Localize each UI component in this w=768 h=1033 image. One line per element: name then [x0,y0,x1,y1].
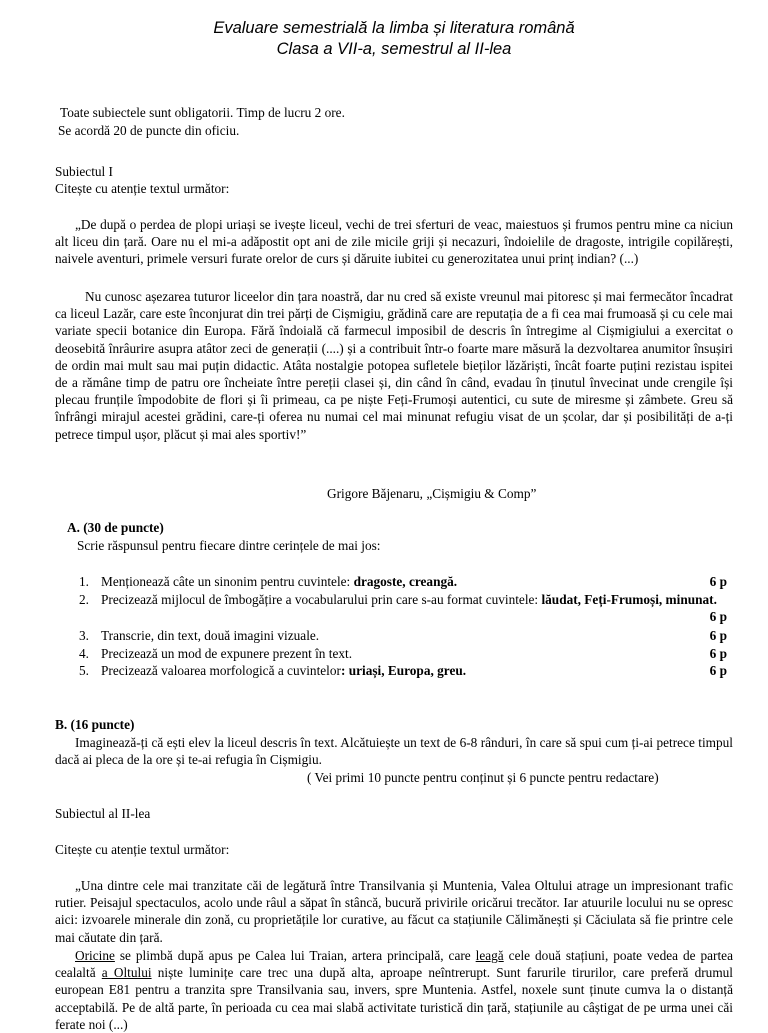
part-b-text: Imaginează-ți că ești elev la liceul descris în text. Alcătuiește un text de 6-8 rânduri, în care să spui cum ți-ai petrece timpul dacă ai pleca de la ore și te-ai refugia în Cișmigiu. [55,735,733,768]
paragraph-text: niște luminițe care trec una după alta, aproape neîntrerupt. Sunt farurile tirurilor, care preferă drumul european E81 pentru a tranzita spre Transilvania sau, invers, spre Muntenia. Astfel, noxele sunt ținute cumva la o distanță acceptabilă. Pe de altă parte, în perioada cu cea mai slabă activitate turistică din țară, stațiunile au câștigat de pe urma unei căi ferate noi (...) [55,965,734,1032]
item-text: Transcrie, din text, două imagini vizuale. [101,628,320,643]
list-item [79,591,733,627]
subject2-instruction: Citește cu atenție textul următor: [55,842,230,857]
paragraph-text: se plimbă după apus pe Calea lui Traian, artera principală, care [114,948,476,963]
part-b-heading: B. (16 puncte) [55,717,135,732]
title-line-1: Evaluare semestrială la limba și literatura română [213,19,575,37]
underlined-word: Oricine [75,948,115,963]
text1-paragraph-2: Nu cunosc așezarea tuturor liceelor din țara noastră, dar nu cred să existe vreunul mai pitoresc și mai fermecător încadrat ca liceul Lazăr, care este înconjurat din trei părți de Cișmigiu, grădină care are reputația de a fi cea mai frumoasă și cu cele mai variate specii botanice din Europa. Fără îndoială că farmecul imposibil de descris în întregime al Cișmigiului a exercitat o deosebită înrâurire asupra atâtor zeci de generații (....) și a contribuit într-o foarte mare măsură la dezvoltarea anumitor însușiri de ordin mai mult sau mai puțin didactic. Atâta nostalgie potopea sufletele bieților lăzăriști, încât foarte puțini rezistau ispitei de a rămâne timp de patru ore încheiate între pereții clasei și, din când în când, evadau în ținutul învecinat unde crengile își plecau frunțile împodobite de flori și îi primeau, ca pe niște Feți-Frumoși autentici, cu sute de miresme și zâmbete. Greu să înfrângi mirajul acestei grădini, care-ți oferea nu numai cel mai minunat refugiu visat de un școlar, dar și posibilități de a-ți petrece timpul ușor, plăcut și mai ales sportiv!” [55,289,733,442]
list-item [79,645,733,663]
text1-paragraph-1: „De după o perdea de plopi uriași se ivește liceul, vechi de trei sferturi de veac, maiestuos și frumos pentru mine ca niciun alt liceu din țară. Oare nu el mi-a adăpostit opt ani de zile micile griji și necazuri, îndoielile de dragoste, intrigile copilărești, naivele aventuri, primele versuri furate orelor de curs și dăruite iubitei cu generozitatea unui prinț indian? (...) [55,217,733,267]
item-points: 6 p [709,609,727,624]
item-points: 6 p [709,574,727,589]
list-item [79,627,733,645]
underlined-word: a Oltului [101,965,152,981]
item-points: 6 p [709,646,727,661]
intro-line-1: Toate subiectele sunt obligatorii. Timp de lucru 2 ore. [60,105,345,120]
text2-paragraph-1: „Una dintre cele mai tranzitate căi de legătură între Transilvania și Muntenia, Valea Oltului atrage un impresionant trafic rutier. Peisajul spectaculos, acolo unde râul a săpat în stâncă, bucură privirile oricărui trecător. Iar atuurile locului nu se opresc aici: izvoarele minerale din zonă, cu proprietățile lor curative, au făcut ca stațiunile Călimănești și Căciulata să fie printre cele mai căutate din țară. [55,878,733,945]
item-number: 5. [79,663,89,678]
underlined-word: leagă [475,948,504,963]
subject1-instruction: Citește cu atenție textul următor: [55,181,230,196]
item-bold-text: dragoste, creangă. [353,574,458,589]
title-line-2: Clasa a VII-a, semestrul al II-lea [276,40,512,58]
item-number: 1. [79,574,89,589]
item-bold-text: lăudat, Feți-Frumoși, minunat. [541,592,717,607]
subject2-heading: Subiectul al II-lea [55,806,151,821]
subject1-heading: Subiectul I [55,164,113,179]
item-number: 4. [79,646,89,661]
item-text: Precizează mijlocul de îmbogățire a vocabularului prin care s-au format cuvintele: [101,592,542,607]
part-a-heading: A. (30 de puncte) [67,520,164,535]
item-points: 6 p [709,628,727,643]
item-bold-text: : uriași, Europa, greu. [340,663,467,678]
text2-paragraph-2 [55,947,733,1033]
paragraph-text: cele două stațiuni, poate vedea de partea cealaltă [55,948,733,981]
list-item [79,573,733,591]
list-item [79,662,733,680]
item-text: Precizează valoarea morfologică a cuvintelor [101,663,341,678]
attribution: Grigore Băjenaru, „Cișmigiu & Comp” [327,486,537,501]
item-number: 3. [79,628,89,643]
item-points: 6 p [709,663,727,678]
item-text: Menționează câte un sinonim pentru cuvintele: [101,574,354,589]
part-b-note: ( Vei primi 10 puncte pentru conținut și 6 puncte pentru redactare) [307,770,659,785]
item-number: 2. [79,592,89,607]
intro-line-2: Se acordă 20 de puncte din oficiu. [58,123,240,138]
part-a-instruction: Scrie răspunsul pentru fiecare dintre cerințele de mai jos: [77,538,381,553]
item-text: Precizează un mod de expunere prezent în text. [101,646,353,661]
